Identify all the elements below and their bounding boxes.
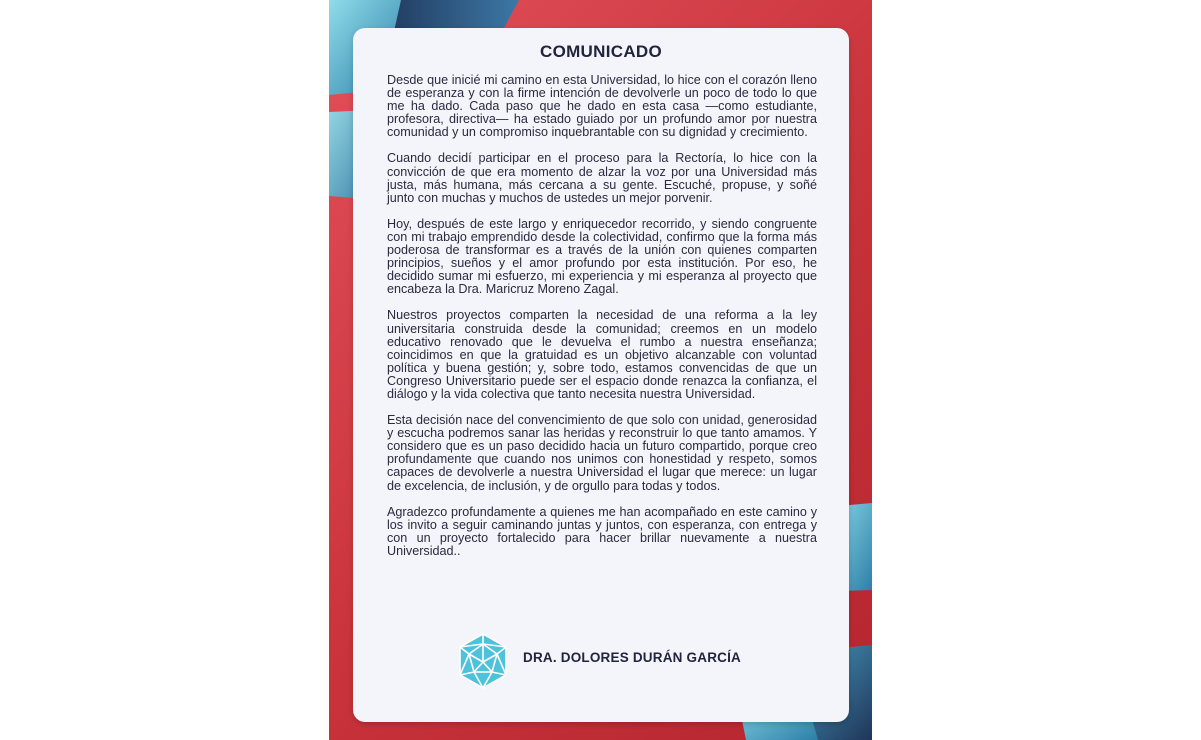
document-title: COMUNICADO [540, 42, 662, 61]
geodesic-sphere-icon [457, 632, 509, 690]
document-body [387, 74, 817, 571]
signature-name: DRA. DOLORES DURÁN GARCÍA [523, 650, 742, 665]
communique-card [353, 28, 849, 722]
paragraph-6: Agradezco profundamente a quienes me han acompañado en este camino y los invito a seguir caminando juntas y juntos, con esperanza, con entrega y con un proyecto fortalecido para hacer brillar nuevamente a nuestra Universidad.. [387, 504, 817, 558]
paragraph-5: Esta decisión nace del convencimiento de que solo con unidad, generosidad y escucha podremos sanar las heridas y reconstruir lo que tanto amamos. Y considero que es un paso decidido hacia un futuro compartido, porque creo profundamente que cuando nos unimos con honestidad y respeto, somos capaces de devolverle a nuestra Universidad el lugar que merece: un lugar de excelencia, de inclusión, y de orgullo para todas y todos. [387, 413, 817, 493]
paragraph-2: Cuando decidí participar en el proceso para la Rectoría, lo hice con la convicción de que era momento de alzar la voz por una Universidad más justa, más humana, más cercana a su gente. Escuché, propuse, y soñé junto con muchas y muchos de ustedes un mejor porvenir. [387, 151, 817, 205]
communique-poster [329, 0, 872, 740]
signature-block [353, 630, 849, 690]
paragraph-4: Nuestros proyectos comparten la necesidad de una reforma a la ley universitaria construida desde la comunidad; creemos en un modelo educativo renovado que le devuelva el rumbo a nuestra enseñanza; coincidimos en que la gratuidad es un objetivo alcanzable con voluntad política y buena gestión; y, sobre todo, estamos convencidas de que un Congreso Universitario puede ser el espacio donde renazca la confianza, el diálogo y la vida colectiva que tanto necesita nuestra Universidad. [387, 308, 817, 401]
paragraph-3: Hoy, después de este largo y enriquecedor recorrido, y siendo congruente con mi trabajo emprendido desde la colectividad, confirmo que la forma más poderosa de transformar es a través de la unión con quienes comparten principios, sueños y el amor profundo por esta institución. Por eso, he decidido sumar mi esfuerzo, mi experiencia y mi esperanza al proyecto que encabeza la Dra. Maricruz Moreno Zagal. [387, 216, 817, 297]
paragraph-1: Desde que inicié mi camino en esta Universidad, lo hice con el corazón lleno de esperanza y con la firme intención de devolverle un poco de todo lo que me ha dado. Cada paso que he dado en esta casa —como estudiante, profesora, directiva— ha estado guiado por un profundo amor por nuestra comunidad y un compromiso inquebrantable con su dignidad y crecimiento. [387, 73, 817, 140]
